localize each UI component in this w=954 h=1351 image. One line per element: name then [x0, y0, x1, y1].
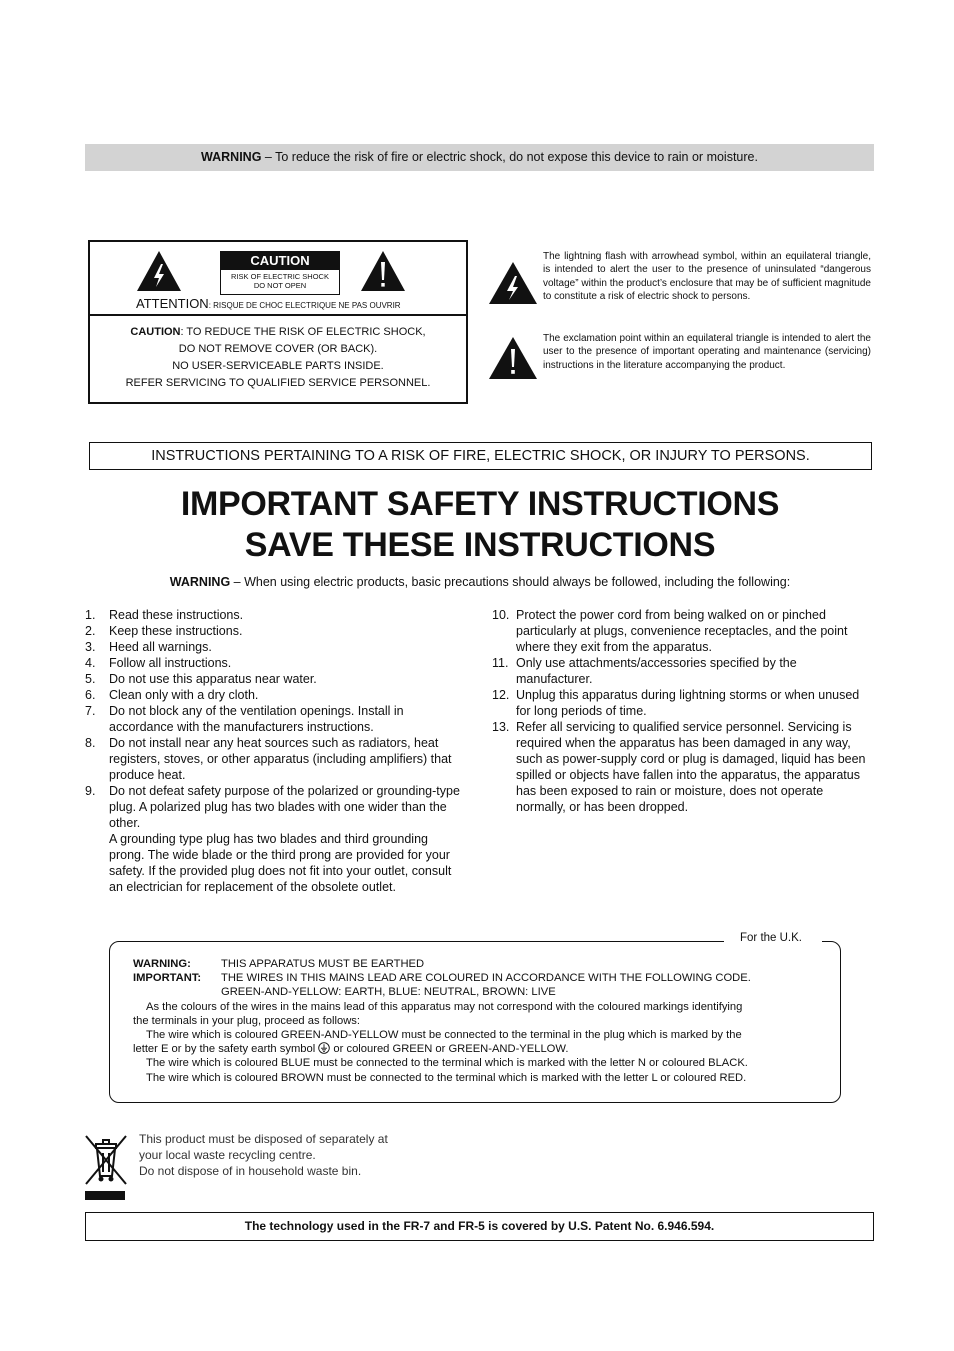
item-text: Heed all warnings. — [109, 640, 212, 654]
item-text: Follow all instructions. — [109, 656, 232, 670]
top-warning-text: – To reduce the risk of fire or electric shock, do not expose this device to rain or moisture. — [261, 150, 758, 164]
item-text: Keep these instructions. — [109, 624, 243, 638]
lightning-warning-icon — [136, 250, 182, 292]
uk-warning-key: WARNING: — [133, 958, 191, 970]
crossed-bin-icon — [82, 1132, 130, 1188]
lightning-symbol-icon — [488, 261, 538, 305]
item-number: 4. — [85, 656, 96, 670]
caution-line2: DO NOT REMOVE COVER (OR BACK). — [178, 343, 378, 355]
item-number: 11. — [492, 656, 509, 670]
caution-label-sub2: DO NOT OPEN — [253, 281, 307, 290]
lightning-symbol-text: The lightning flash with arrowhead symbol, within an equilateral triangle, is intended to alert the user to the presence of uninsulated “dangerous voltage” within the product’s enclosure that may be of sufficient magnitude to constitute a risk of electric shock to persons. — [543, 251, 871, 302]
disposal-line2: your local waste recycling centre. — [139, 1148, 316, 1162]
top-warning-label: WARNING — [201, 150, 262, 164]
item-text: Unplug this apparatus during lightning storms or when unused for long periods of time. — [516, 688, 860, 718]
caution-label-sub1: RISK OF ELECTRIC SHOCK — [231, 272, 329, 281]
item-number: 9. — [85, 784, 96, 798]
caution-line1: : TO REDUCE THE RISK OF ELECTRIC SHOCK, — [180, 326, 426, 338]
disposal-line1: This product must be disposed of separately at — [139, 1132, 388, 1146]
pertaining-box: INSTRUCTIONS PERTAINING TO A RISK OF FIRE, ELECTRIC SHOCK, OR INJURY TO PERSONS. — [89, 442, 872, 470]
caution-line4: REFER SERVICING TO QUALIFIED SERVICE PERSONNEL. — [125, 377, 431, 389]
warning-line-label: WARNING — [169, 575, 231, 589]
list-item — [85, 655, 466, 671]
attention-label: ATTENTION — [136, 296, 209, 311]
disposal-text — [139, 1131, 388, 1179]
item-number: 3. — [85, 640, 96, 654]
uk-notice-text — [133, 957, 823, 1085]
item-text: Do not defeat safety purpose of the polarized or grounding-type plug. A polarized plug has two blades with one wider than the other. — [109, 784, 460, 830]
list-item — [85, 639, 466, 655]
title-line2: SAVE THESE INSTRUCTIONS — [244, 526, 716, 564]
caution-word: CAUTION — [130, 326, 181, 338]
uk-important-key: IMPORTANT: — [133, 972, 202, 985]
list-item — [492, 687, 874, 719]
list-item — [85, 671, 466, 687]
item-number: 13. — [492, 720, 510, 734]
page-title — [0, 484, 954, 566]
item-text: Do not use this apparatus near water. — [109, 672, 317, 686]
caution-line3: NO USER-SERVICEABLE PARTS INSIDE. — [172, 360, 384, 372]
uk-para4: The wire which is coloured BROWN must be connected to the terminal which is marked with the letter L or coloured RED. — [146, 1071, 747, 1084]
uk-label: For the U.K. — [740, 932, 802, 944]
item-number: 8. — [85, 736, 96, 750]
item-number: 10. — [492, 608, 510, 622]
warning-line — [0, 575, 954, 589]
item-number: 2. — [85, 624, 96, 638]
uk-para2a: The wire which is coloured GREEN-AND-YELLOW must be connected to the terminal in the plug which is marked by the — [146, 1029, 742, 1042]
item-text: Protect the power cord from being walked on or pinched particularly at plugs, convenience receptacles, and the point where they exit from the apparatus. — [516, 608, 848, 654]
item-number: 5. — [85, 672, 96, 686]
list-item — [85, 703, 466, 735]
attention-line — [136, 296, 401, 311]
uk-important-value2: GREEN-AND-YELLOW: EARTH, BLUE: NEUTRAL, BROWN: LIVE — [221, 986, 556, 999]
caution-text — [90, 324, 466, 392]
list-item — [85, 607, 466, 623]
list-item — [85, 687, 466, 703]
list-item — [492, 719, 874, 815]
uk-para1a: As the colours of the wires in the mains lead of this apparatus may not correspond with the coloured markings identifying — [146, 1000, 743, 1013]
title-line1: IMPORTANT SAFETY INSTRUCTIONS — [180, 485, 780, 523]
exclamation-symbol-icon — [488, 336, 538, 380]
item-text: Clean only with a dry cloth. — [109, 688, 259, 702]
uk-warning-value: THIS APPARATUS MUST BE EARTHED — [221, 958, 425, 970]
list-item — [85, 623, 466, 639]
instructions-list-left — [85, 607, 466, 895]
exclamation-symbol-text: The exclamation point within an equilateral triangle is intended to alert the user to the presence of important operating and maintenance (servicing) instructions in the literature accompanying the product. — [543, 333, 871, 371]
item-number: 7. — [85, 704, 96, 718]
uk-para3: The wire which is coloured BLUE must be connected to the terminal which is marked with the letter N or coloured BLACK. — [146, 1057, 748, 1070]
earth-symbol-icon — [318, 1042, 330, 1054]
item-number: 6. — [85, 688, 96, 702]
item-number: 12. — [492, 688, 510, 702]
list-item — [492, 607, 874, 655]
list-item — [85, 783, 466, 895]
item-number: 1. — [85, 608, 96, 622]
uk-important-value1: THE WIRES IN THIS MAINS LEAD ARE COLOURED IN ACCORDANCE WITH THE FOLLOWING CODE. — [221, 972, 751, 985]
attention-text: : RISQUE DE CHOC ELECTRIQUE NE PAS OUVRIR — [208, 301, 401, 310]
exclamation-warning-icon — [360, 250, 406, 292]
top-warning-bar — [85, 144, 874, 171]
list-item — [85, 735, 466, 783]
caution-box-header — [90, 242, 466, 316]
instructions-list-right — [492, 607, 874, 815]
uk-para2b-post: or coloured GREEN or GREEN-AND-YELLOW. — [330, 1043, 569, 1056]
item-text: Do not install near any heat sources such as radiators, heat registers, stoves, or other apparatus (including amplifiers) that produce heat. — [109, 736, 452, 782]
item-extra-text: A grounding type plug has two blades and third grounding prong. The wide blade or the third prong are provided for your safety. If the provided plug does not fit into your outlet, consult an electrician for replacement of the obsolete outlet. — [109, 832, 452, 894]
uk-para1b: the terminals in your plug, proceed as follows: — [133, 1014, 360, 1027]
patent-notice: The technology used in the FR-7 and FR-5 is covered by U.S. Patent No. 6.946.594. — [85, 1212, 874, 1241]
bin-underline-bar — [85, 1191, 125, 1200]
list-item — [492, 655, 874, 687]
item-text: Refer all servicing to qualified service personnel. Servicing is required when the apparatus has been damaged in any way, such as power-supply cord or plug is damaged, liquid has been spilled or objects have fallen into the apparatus, the apparatus has been exposed to rain or moisture, does not operate normally, or has been dropped. — [516, 720, 866, 814]
item-text: Do not block any of the ventilation openings. Install in accordance with the manufacturers instructions. — [109, 704, 404, 734]
caution-label-heading: CAUTION — [221, 252, 339, 270]
caution-label — [220, 251, 340, 295]
caution-box — [88, 240, 468, 404]
uk-para2b-pre: letter E or by the safety earth symbol — [133, 1043, 316, 1056]
item-text: Only use attachments/accessories specified by the manufacturer. — [516, 656, 797, 686]
warning-line-text: – When using electric products, basic precautions should always be followed, including the following: — [230, 575, 791, 589]
item-text: Read these instructions. — [109, 608, 244, 622]
disposal-line3: Do not dispose of in household waste bin. — [139, 1164, 362, 1178]
